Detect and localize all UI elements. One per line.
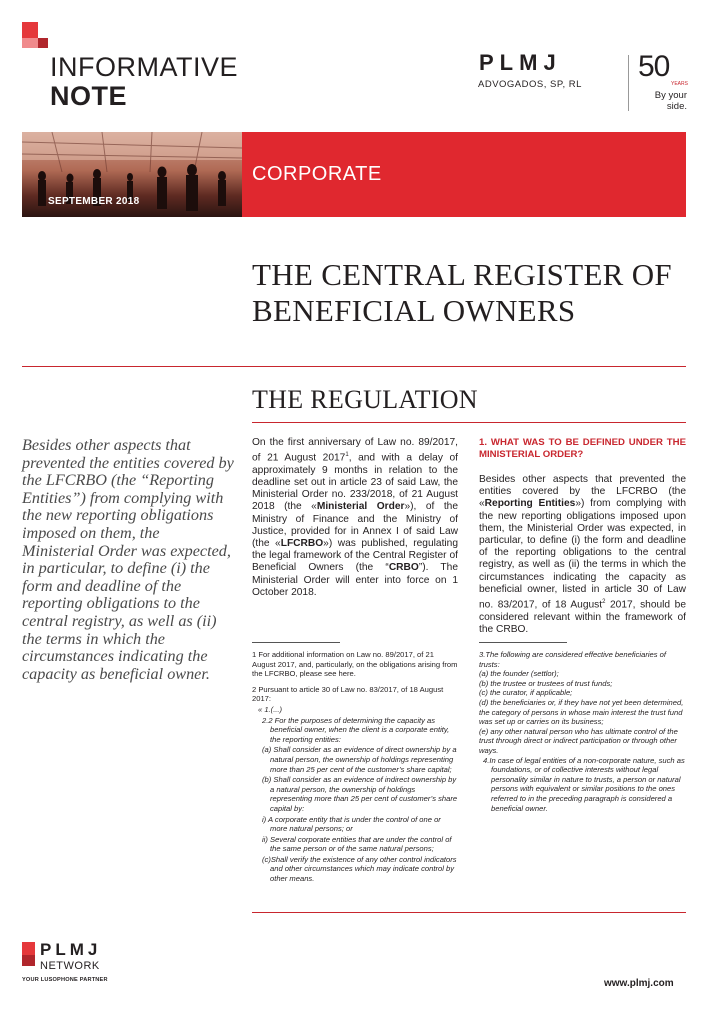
defined-term: LFCRBO [280,538,324,550]
footnote-divider [479,642,567,643]
defined-term: CRBO [388,562,419,574]
doc-type-title-bold: NOTE [50,81,128,111]
divider [252,912,686,913]
logo-square [22,22,38,38]
section-heading: 1. WHAT WAS TO BE DEFINED UNDER THE MINISTERIAL ORDER? [479,437,686,460]
body-text: »), of the Ministry of Finance and the Ministry of Justice, provided for in Annex I of said Law (the « [252,501,458,550]
footnotes-left [252,650,458,885]
divider [628,55,629,111]
network-tagline: YOUR LUSOPHONE PARTNER [22,977,108,983]
quote-line: 2.2 For the purposes of determining the capacity as beneficial owner, when the client is a corporate entity, the reporting entities: [262,715,450,744]
practice-area: CORPORATE [252,163,382,185]
body-text: ”). The Ministerial Order will enter into force on 1 October 2018. [252,562,458,598]
quote-line: 4.In case of legal entities of a non-corporate nature, such as foundations, or of collective interests without legal personality similar in nature to trusts, a person or natural persons with equivalent or similar positions to the ones referred to in the preceding paragraph is considered a beneficial owner. [483,755,685,813]
body-text: ») was published, regulating the legal framework of the Central Register of Beneficial Owners (the “ [252,538,458,574]
quote-line: i) A corporate entity that is under the control of one or more natural persons; or [262,814,441,834]
quote-line: « 1.(...) [258,704,283,714]
body-column-right [479,437,686,636]
footnote: 1 For additional information on Law no. 89/2017, of 21 August 2017, and, particularly, on the obligations arising from the LFCRBO, please see here. [252,650,458,679]
firm-logo: PLMJ [479,50,562,75]
network-word: NETWORK [40,960,100,972]
anniversary-logo: 50 [638,50,670,83]
website-link[interactable]: www.plmj.com [604,978,674,989]
divider [252,422,686,423]
section-title: THE REGULATION [252,385,478,414]
footnote: 2 Pursuant to article 30 of Law no. 83/2017, of 18 August 2017: [252,684,444,704]
footnote-divider [252,642,340,643]
defined-term: Reporting Entities [484,498,576,510]
body-text: Besides other aspects that prevented the entities covered by the LFCRBO (the « [479,474,686,510]
anniversary-unit: YEARS [671,81,688,87]
quote-line: (b) Shall consider as an evidence of indirect ownership by a natural person, the ownership of holdings representing more than 25 per cent of customer’s share capital by: [262,775,458,813]
footnote-ref: 1 [345,452,349,459]
body-text: 2017, should be considered relevant within the framework of the CRBO. [479,599,686,635]
network-logo-square [22,955,35,966]
quote-line: 3.The following are considered effective beneficiaries of trusts: [479,650,666,669]
quote-line: (c)Shall verify the existence of any other control indicators and other circumstances which may indicate control by other means. [262,854,457,884]
quote-line: (b) the trustee or trustees of trust funds; [479,678,613,688]
pull-quote: Besides other aspects that prevented the entities covered by the LFCRBO (the “Reporting Entities”) from complying with the new reporting obligations imposed on them, the Ministerial Order was expected, in particular, to define (i) the form and deadline of the reporting obligations to the central registry, as well as (ii) the terms in which the circumstances indicating the capacity as beneficial owner. [22,436,234,683]
footnotes-right [479,650,686,813]
footnote-ref: 2 [602,599,606,606]
divider [22,366,686,367]
firm-subtitle: ADVOGADOS, SP, RL [478,79,582,90]
quote-line: ii) Several corporate entities that are under the control of the same person or of the same natural persons; [262,834,452,854]
anniversary-slogan: By your side. [654,90,687,112]
quote-line: (a) the founder (settlor); [479,669,559,679]
quote-line: (a) Shall consider as an evidence of direct ownership by a natural person, the ownership of holdings representing more than 25 per cent of the customer’s share capital; [262,745,457,774]
footnote-quote [252,705,458,884]
body-text: On the first anniversary of Law no. 89/2017, of 21 August 2017 [252,437,458,464]
logo-square [38,38,48,48]
logo-square [22,38,38,48]
page-title: THE CENTRAL REGISTER OF BENEFICIAL OWNERS [252,257,672,328]
body-text: ») from complying with the new reporting obligations imposed upon them, the Ministerial Order was expected, in particular, to define (i) the form and deadline of the reporting obligations to the central registry, as well as (ii) the terms in which the circumstances indicating the capacity as beneficial owner, listed in article 30 of Law no. 83/2017, of 18 August [479,498,686,611]
body-column-left [252,437,458,599]
quote-line: (c) the curator, if applicable; [479,688,573,698]
publication-date: SEPTEMBER 2018 [48,196,140,207]
network-logo: PLMJ [40,940,102,959]
body-text: , and with a delay of approximately 9 months in relation to the deadline set out in article 23 of said Law, the Ministerial Order no. 233/2018, of 21 August 2018 (the « [252,452,458,513]
quote-line: (e) any other natural person who has ultimate control of the trust through direct or indirect participation or through other ways. [479,726,678,755]
defined-term: Ministerial Order [316,501,405,513]
doc-type-title: INFORMATIVE [50,52,239,82]
quote-line: (d) the beneficiaries or, if they have not yet been determined, the category of persons in whose main interest the trust fund was set up or carries on its business; [479,697,684,727]
network-logo-square [22,942,35,955]
